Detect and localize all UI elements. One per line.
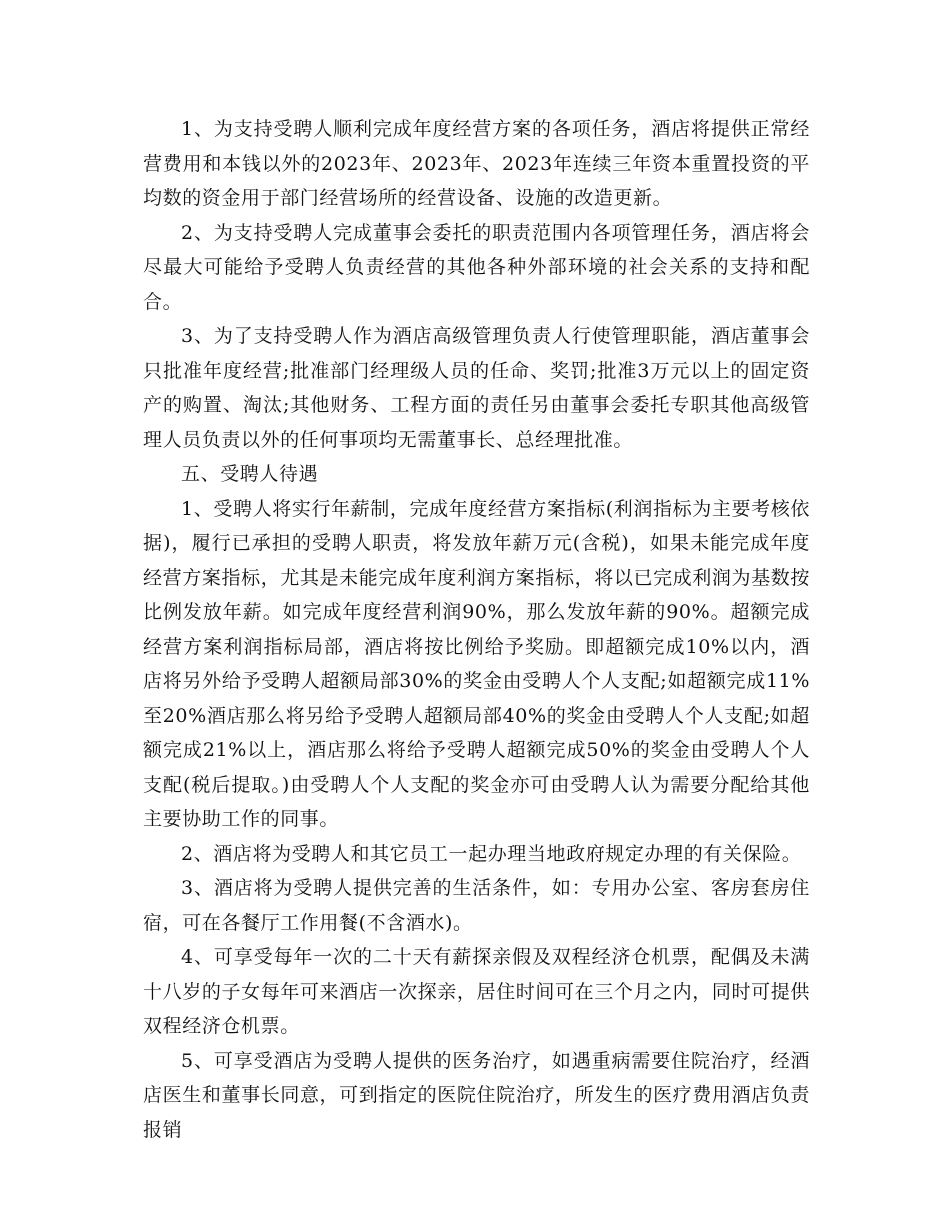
paragraph-medical: 5、可享受酒店为受聘人提供的医务治疗，如遇重病需要住院治疗，经酒店医生和董事长同意，可到指定的医院住院治疗，所发生的医疗费用酒店负责报销 bbox=[143, 1049, 810, 1141]
section-heading-treatment: 五、受聘人待遇 bbox=[181, 463, 319, 485]
paragraph-insurance: 2、酒店将为受聘人和其它员工一起办理当地政府规定办理的有关保险。 bbox=[181, 842, 802, 865]
paragraph-board-support: 2、为支持受聘人完成董事会委托的职责范围内各项管理任务，酒店将会尽最大可能给予受聘人负责经营的其他各种外部环境的社会关系的支持和配合。 bbox=[143, 221, 810, 313]
paragraph-annual-salary: 1、受聘人将实行年薪制，完成年度经营方案指标(利润指标为主要考核依据)，履行已承担的受聘人职责，将发放年薪万元(含税)，如果未能完成年度经营方案指标，尤其是未能完成年度利润方案指标，将以已完成利润为基数按比例发放年薪。如完成年度经营利润90%，那么发放年薪的90%。超额完成经营方案利润指标局部，酒店将按比例给予奖励。即超额完成10%以内，酒店将另外给予受聘人超额局部30%的奖金由受聘人个人支配;如超额完成11%至20%酒店那么将另给予受聘人超额局部40%的奖金由受聘人个人支配;如超额完成21%以上，酒店那么将给予受聘人超额完成50%的奖金由受聘人个人支配(税后提取。)由受聘人个人支配的奖金亦可由受聘人认为需要分配给其他主要协助工作的同事。 bbox=[143, 497, 810, 830]
paragraph-board-approval: 3、为了支持受聘人作为酒店高级管理负责人行使管理职能，酒店董事会只批准年度经营;批准部门经理级人员的任命、奖罚;批准3万元以上的固定资产的购置、淘汰;其他财务、工程方面的责任另由董事会委托专职其他高级管理人员负责以外的任何事项均无需董事长、总经理批准。 bbox=[143, 325, 810, 451]
paragraph-home-leave: 4、可享受每年一次的二十天有薪探亲假及双程经济仓机票，配偶及未满十八岁的子女每年可来酒店一次探亲，居住时间可在三个月之内，同时可提供双程经济仓机票。 bbox=[143, 946, 810, 1037]
document-body bbox=[143, 112, 810, 1147]
paragraph-renovation-funds: 1、为支持受聘人顺利完成年度经营方案的各项任务，酒店将提供正常经营费用和本钱以外的2023年、2023年、2023年连续三年资本重置投资的平均数的资金用于部门经营场所的经营设备、设施的改造更新。 bbox=[143, 118, 810, 209]
paragraph-living-conditions: 3、酒店将为受聘人提供完善的生活条件，如：专用办公室、客房套房住宿，可在各餐厅工作用餐(不含酒水)。 bbox=[143, 877, 810, 934]
